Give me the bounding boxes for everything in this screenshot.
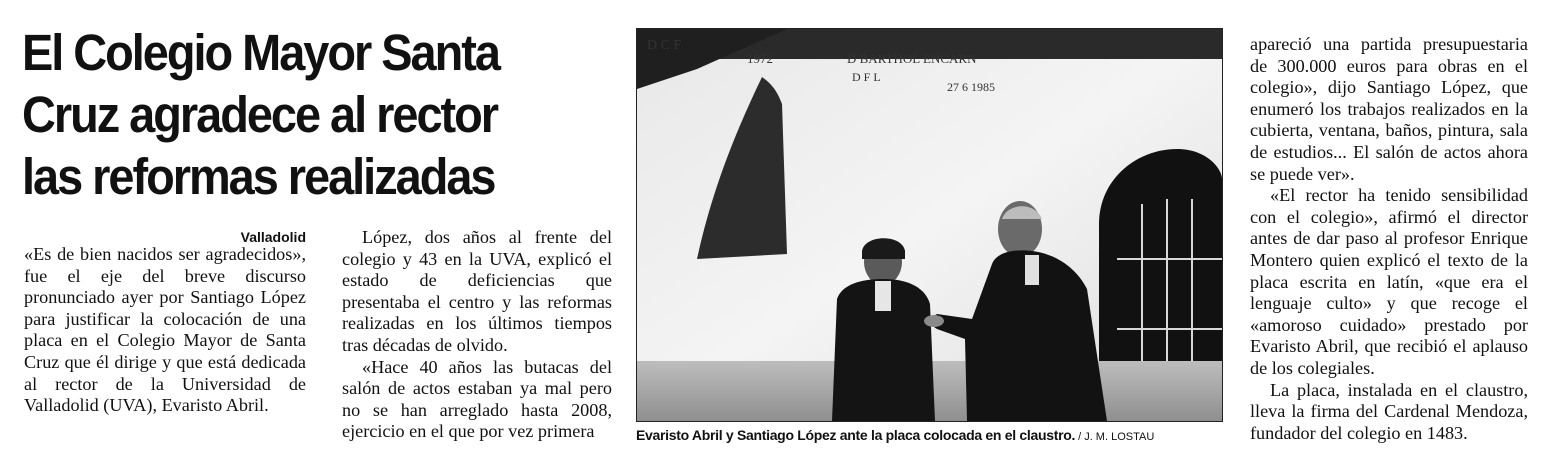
dateline: Valladolid [240, 229, 306, 245]
paragraph: apareció una partida presupuestaria de 300.000 euros para obras en el colegio», dijo Santiago López, que enumeró los trabajos realizados en la cubierta, ventana, baños, pintura, sala de estudios... El salón de actos ahora se puede ver». [1250, 34, 1528, 184]
paragraph: La placa, instalada en el claustro, lleva la firma del Cardenal Mendoza, fundador del colegio en 1483. [1250, 379, 1528, 443]
article-column-3 [1250, 34, 1528, 444]
inscription-text: 27 6 1985 [947, 80, 995, 94]
caption-text: Evaristo Abril y Santiago López ante la placa colocada en el claustro. [636, 427, 1076, 443]
article-column-2 [342, 227, 612, 443]
inscription-text: 1972 [747, 51, 773, 66]
headline [22, 22, 569, 208]
news-photo [636, 28, 1223, 422]
headline-line-3: las reformas realizadas [22, 148, 495, 205]
paragraph: «Hace 40 años las butacas del salón de actos estaban ya mal pero no se han arreglado hasta 2008, ejercicio en el que por vez primera [342, 356, 612, 442]
inscription-text: D C F [647, 38, 682, 53]
photo-caption [636, 427, 1236, 445]
headline-line-2: Cruz agradece al rector [22, 86, 498, 143]
inscription-text: D BARTHOL ENCARN [847, 51, 977, 66]
paragraph: «Es de bien nacidos ser agradecidos», fue el eje del breve discurso pronunciado ayer por Santiago López para justificar la colocación de una placa en el Colegio Mayor de Santa Cruz que él dirige y que está dedicada al rector de la Universidad de Valladolid (UVA), Evaristo Abril. [24, 244, 306, 416]
photo-credit: / J. M. LOSTAU [1078, 431, 1155, 443]
paragraph: «El rector ha tenido sensibilidad con el colegio», afirmó el director antes de dar paso al profesor Enrique Montero quien explicó el texto de la placa escrita en latín, «que era el lenguaje culto» y que recoge el «amoroso cuidado» prestado por Evaristo Abril, que recibió el aplauso de los colegiales. [1250, 185, 1528, 378]
article-column-1 [24, 244, 306, 417]
paragraph: López, dos años al frente del colegio y 43 en la UVA, explicó el estado de deficiencias que presentaba el centro y las reformas realizadas en los últimos tiempos tras décadas de olvido. [342, 227, 612, 355]
photo-illustration [637, 29, 1222, 421]
inscription-text: D F L [852, 70, 881, 84]
headline-line-1: El Colegio Mayor Santa [22, 24, 499, 81]
